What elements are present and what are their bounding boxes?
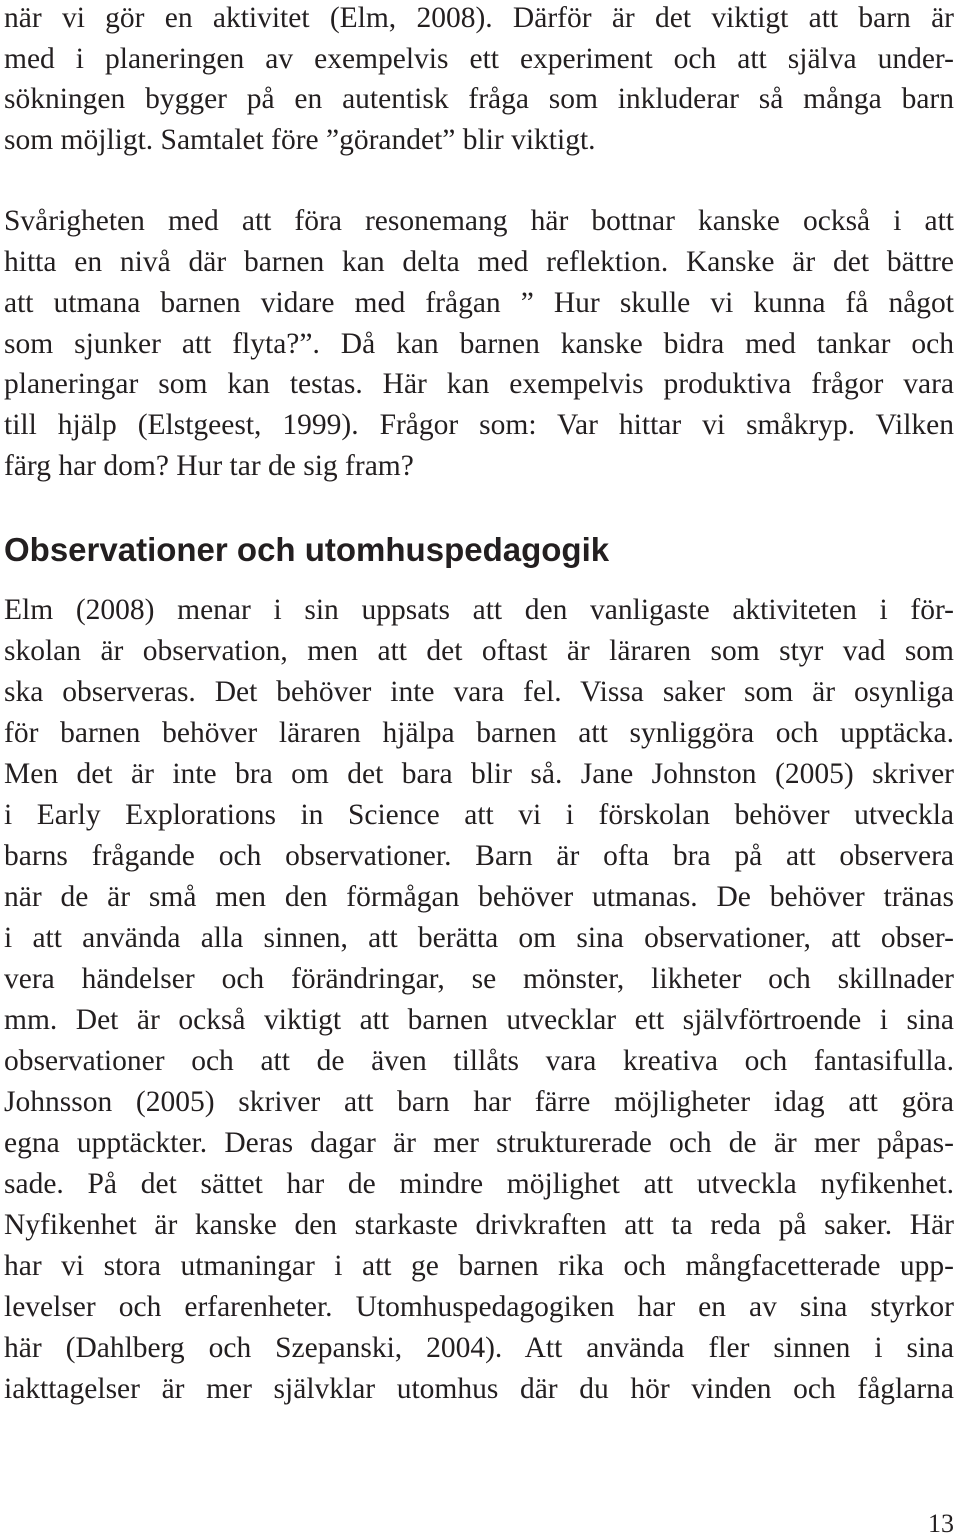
text-line: Johnsson (2005) skriver att barn har färre möjligheter idag att göra xyxy=(4,1086,954,1118)
text-line: i Early Explorations in Science att vi i förskolan behöver utveckla xyxy=(4,799,954,831)
text-line: som möjligt. Samtalet före ”görandet” blir viktigt. xyxy=(4,124,596,156)
text-line: Elm (2008) menar i sin uppsats att den vanligaste aktiviteten i för- xyxy=(4,594,954,626)
section-heading: Observationer och utomhuspedagogik xyxy=(4,531,610,568)
text-line: när de är små men den förmågan behöver utmanas. De behöver tränas xyxy=(4,881,954,913)
text-line: färg har dom? Hur tar de sig fram? xyxy=(4,450,414,482)
text-line: för barnen behöver läraren hjälpa barnen att synliggöra och upptäcka. xyxy=(4,717,954,749)
text-line: iakttagelser är mer självklar utomhus där du hör vinden och fåglarna xyxy=(4,1373,954,1405)
text-line: egna upptäckter. Deras dagar är mer strukturerade och de är mer påpas- xyxy=(4,1127,954,1159)
text-line: hitta en nivå där barnen kan delta med reflektion. Kanske är det bättre xyxy=(4,246,954,278)
text-line: när vi gör en aktivitet (Elm, 2008). Därför är det viktigt att barn är xyxy=(4,2,954,34)
text-line: sökningen bygger på en autentisk fråga som inkluderar så många barn xyxy=(4,83,954,115)
text-line: med i planeringen av exempelvis ett experiment och att själva under- xyxy=(4,43,954,75)
text-line: barns frågande och observationer. Barn är ofta bra på att observera xyxy=(4,840,954,872)
text-line: till hjälp (Elstgeest, 1999). Frågor som: Var hittar vi småkryp. Vilken xyxy=(4,409,954,441)
text-line: skolan är observation, men att det oftast är läraren som styr vad som xyxy=(4,635,954,667)
text-line: att utmana barnen vidare med frågan ” Hur skulle vi kunna få något xyxy=(4,287,954,319)
text-line: Nyfikenhet är kanske den starkaste drivkraften att ta reda på saker. Här xyxy=(4,1209,954,1241)
text-line: som sjunker att flyta?”. Då kan barnen kanske bidra med tankar och xyxy=(4,328,954,360)
text-line: planeringar som kan testas. Här kan exempelvis produktiva frågor vara xyxy=(4,368,954,400)
text-line: vera händelser och förändringar, se mönster, likheter och skillnader xyxy=(4,963,954,995)
text-line: här (Dahlberg och Szepanski, 2004). Att använda fler sinnen i sina xyxy=(4,1332,954,1364)
text-line: mm. Det är också viktigt att barnen utvecklar ett självförtroende i sina xyxy=(4,1004,954,1036)
text-line: sade. På det sättet har de mindre möjlighet att utveckla nyfikenhet. xyxy=(4,1168,954,1200)
text-line: levelser och erfarenheter. Utomhuspedagogiken har en av sina styrkor xyxy=(4,1291,954,1323)
text-line: observationer och att de även tillåts vara kreativa och fantasifulla. xyxy=(4,1045,954,1077)
text-line: Men det är inte bra om det bara blir så. Jane Johnston (2005) skriver xyxy=(4,758,954,790)
text-line: Svårigheten med att föra resonemang här bottnar kanske också i att xyxy=(4,205,954,237)
text-line: i att använda alla sinnen, att berätta om sina observationer, att obser- xyxy=(4,922,954,954)
text-line: har vi stora utmaningar i att ge barnen rika och mångfacetterade upp- xyxy=(4,1250,954,1282)
text-line: ska observeras. Det behöver inte vara fel. Vissa saker som är osynliga xyxy=(4,676,954,708)
page-number: 13 xyxy=(928,1509,954,1538)
